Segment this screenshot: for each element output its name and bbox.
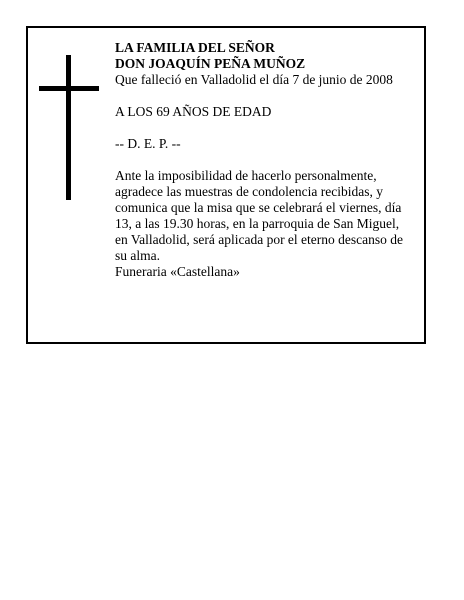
death-date-line: Que falleció en Valladolid el día 7 de junio de 2008 — [115, 72, 393, 87]
obituary-notice — [26, 26, 426, 344]
acknowledgement-message: Ante la imposibilidad de hacerlo personalmente, agradece las muestras de condolencia recibidas, y comunica que la misa que se celebrará el viernes, día 13, a las 19.30 horas, en la parroquia de San Miguel, en Valladolid, será aplicada por el eterno descanso de su alma. — [115, 168, 404, 263]
cross-horizontal-bar — [39, 86, 99, 91]
notice-title-line-2: DON JOAQUÍN PEÑA MUÑOZ — [115, 56, 306, 71]
spacer — [115, 88, 415, 104]
funeral-home: Funeraria «Castellana» — [115, 264, 240, 279]
spacer — [115, 152, 415, 168]
rip-line: -- D. E. P. -- — [115, 136, 181, 151]
notice-title-line-1: LA FAMILIA DEL SEÑOR — [115, 40, 275, 55]
spacer — [115, 120, 415, 136]
latin-cross-icon — [39, 55, 99, 200]
age-line: A LOS 69 AÑOS DE EDAD — [115, 104, 272, 119]
notice-text — [115, 40, 415, 280]
cross-vertical-bar — [66, 55, 71, 200]
